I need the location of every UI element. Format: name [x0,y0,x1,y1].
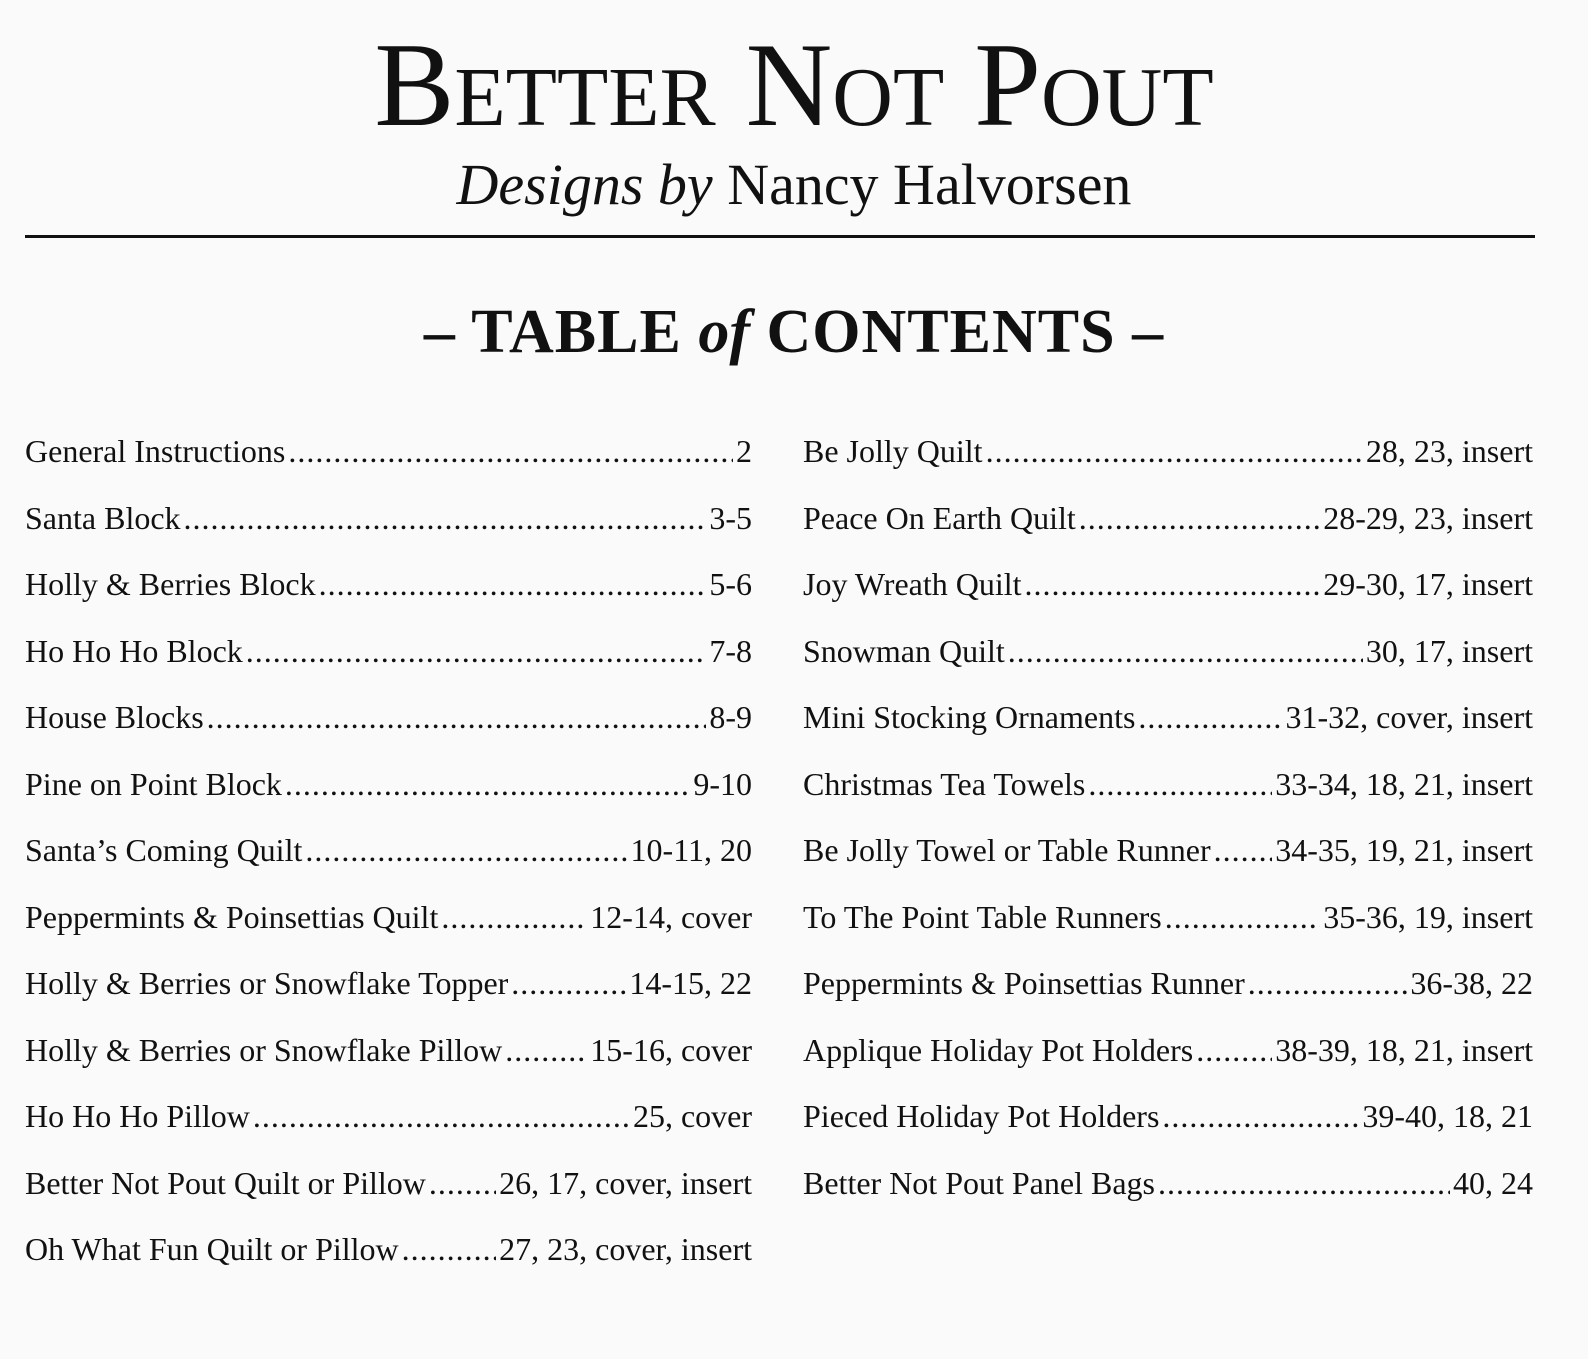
toc-leader-dots [1196,1017,1272,1084]
toc-entry [803,1083,1533,1150]
toc-leader-dots [246,618,707,685]
toc-leader-dots [285,751,690,818]
toc-entry [25,418,752,485]
toc-entry-name: Santa Block [25,499,181,536]
toc-entry [803,418,1533,485]
toc-entry-name: Joy Wreath Quilt [803,566,1022,602]
toc-entry [25,884,752,951]
toc-entry-name: Peace On Earth Quilt [803,499,1076,536]
toc-entry-name: Holly & Berries or Snowflake Pillow [25,1031,503,1068]
toc-entry [803,485,1533,552]
toc-entry [803,684,1533,751]
toc-entry-name: Be Jolly Quilt [803,433,983,469]
toc-entry-name: Ho Ho Ho Pillow [25,1098,250,1134]
toc-entry [25,551,752,618]
toc-entry [25,817,752,884]
toc-leader-dots [429,1150,496,1217]
toc-entry [25,684,752,751]
toc-entry-name: Peppermints & Poinsettias Quilt [25,898,439,935]
toc-leader-dots [402,1216,496,1283]
toc-entry [803,551,1533,618]
toc-entry-name: Pieced Holiday Pot Holders [803,1098,1160,1134]
toc-entry-pages: 7-8 [709,632,752,669]
toc-entry-name: Ho Ho Ho Block [25,632,243,669]
toc-entry [25,1216,752,1283]
toc-entry-pages: 9-10 [693,765,752,802]
toc-left-column [25,418,752,1283]
header-divider [25,235,1535,238]
toc-entry-name: Holly & Berries Block [25,566,316,602]
toc-leader-dots [1138,684,1282,751]
subtitle-prefix: Designs by [456,152,713,217]
toc-leader-dots [1079,485,1320,552]
toc-entry-name: Snowman Quilt [803,632,1005,669]
toc-heading-start: – TABLE [423,298,682,366]
toc-entry-pages: 12-14, cover [590,898,752,935]
toc-right-column [803,418,1533,1216]
toc-entry-pages: 36-38, 22 [1410,965,1533,1001]
book-subtitle [0,150,1588,220]
toc-leader-dots [184,485,707,552]
toc-entry [803,884,1533,951]
toc-leader-dots [253,1083,630,1150]
toc-entry-pages: 35-36, 19, insert [1323,898,1533,935]
toc-leader-dots [305,817,627,884]
toc-entry-name: Christmas Tea Towels [803,765,1086,802]
toc-entry-name: Oh What Fun Quilt or Pillow [25,1231,399,1267]
toc-entry-pages: 5-6 [709,566,752,602]
toc-entry [803,751,1533,818]
toc-entry-pages: 26, 17, cover, insert [499,1164,752,1201]
toc-entry [803,1017,1533,1084]
toc-entry-name: Peppermints & Poinsettias Runner [803,965,1245,1001]
toc-entry-pages: 2 [736,433,752,469]
toc-heading-end: CONTENTS – [766,298,1165,366]
toc-entry-pages: 38-39, 18, 21, insert [1275,1031,1533,1068]
toc-entry-name: General Instructions [25,433,286,469]
toc-entry-pages: 28, 23, insert [1365,433,1533,469]
toc-entry [25,485,752,552]
toc-leader-dots [1158,1150,1450,1217]
toc-leader-dots [505,1017,587,1084]
toc-leader-dots [288,418,733,485]
toc-entry-name: Better Not Pout Panel Bags [803,1164,1155,1201]
toc-entry-name: Holly & Berries or Snowflake Topper [25,965,509,1001]
toc-entry-name: To The Point Table Runners [803,898,1162,935]
author-name: Nancy Halvorsen [727,152,1132,217]
toc-leader-dots [1008,618,1363,685]
toc-heading-of: of [698,298,751,366]
toc-entry-pages: 33-34, 18, 21, insert [1275,765,1533,802]
toc-entry [25,950,752,1017]
toc-leader-dots [1214,817,1273,884]
toc-entry-name: House Blocks [25,699,204,735]
toc-leader-dots [1248,950,1408,1017]
toc-leader-dots [1165,884,1321,951]
toc-entry-name: Mini Stocking Ornaments [803,699,1136,735]
toc-entry-name: Be Jolly Towel or Table Runner [803,832,1211,868]
toc-entry [803,1150,1533,1217]
toc-entry-name: Applique Holiday Pot Holders [803,1031,1194,1068]
toc-entry-name: Pine on Point Block [25,765,282,802]
toc-leader-dots [319,551,707,618]
toc-leader-dots [1162,1083,1359,1150]
toc-leader-dots [1088,751,1272,818]
toc-entry-pages: 15-16, cover [590,1031,752,1068]
toc-entry-pages: 29-30, 17, insert [1323,566,1533,602]
toc-entry-pages: 30, 17, insert [1365,632,1533,669]
toc-entry [803,817,1533,884]
toc-leader-dots [207,684,707,751]
toc-entry [25,1083,752,1150]
toc-entry-pages: 28-29, 23, insert [1323,499,1533,536]
toc-entry-pages: 14-15, 22 [629,965,752,1001]
toc-entry-pages: 3-5 [709,499,752,536]
toc-entry-pages: 27, 23, cover, insert [499,1231,752,1267]
toc-entry-name: Santa’s Coming Quilt [25,832,303,868]
toc-entry [25,1150,752,1217]
toc-entry-pages: 34-35, 19, 21, insert [1275,832,1533,868]
toc-entry-pages: 31-32, cover, insert [1285,699,1533,735]
book-title: Better Not Pout [374,18,1214,151]
toc-entry-pages: 8-9 [709,699,752,735]
toc-entry-name: Better Not Pout Quilt or Pillow [25,1164,426,1201]
toc-entry [25,618,752,685]
toc-entry [803,618,1533,685]
toc-entry [25,751,752,818]
toc-entry-pages: 39-40, 18, 21 [1362,1098,1533,1134]
toc-leader-dots [511,950,626,1017]
toc-entry-pages: 10-11, 20 [630,832,752,868]
toc-leader-dots [441,884,587,951]
toc-leader-dots [986,418,1363,485]
toc-entry-pages: 40, 24 [1453,1164,1533,1201]
toc-entry-pages: 25, cover [632,1098,752,1134]
toc-entry [25,1017,752,1084]
toc-heading [0,292,1588,372]
toc-entry [803,950,1533,1017]
toc-leader-dots [1025,551,1321,618]
